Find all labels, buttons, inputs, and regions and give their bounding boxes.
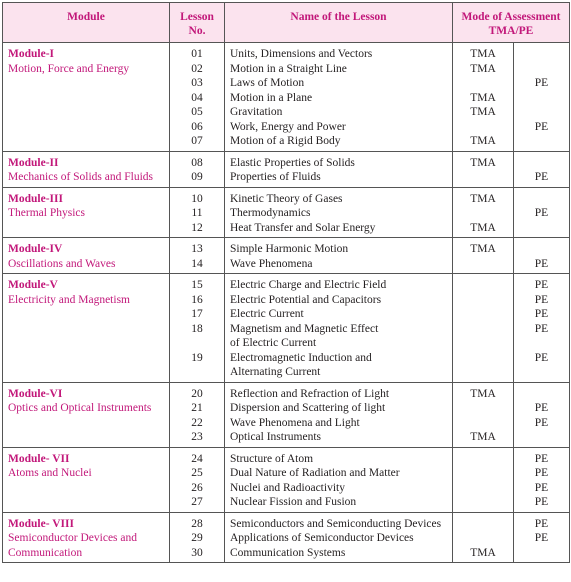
lesson-number: 12 [191,221,203,234]
module-cell [3,187,170,238]
lesson-name: Applications of Semiconductor Devices [230,532,414,544]
header-row [3,3,570,43]
lesson-number: 09 [191,171,203,183]
module-cell [3,382,170,447]
pe-mark [514,387,569,402]
lesson-name: of Electric Current [230,337,317,349]
lesson-name: Motion in a Plane [230,91,313,104]
lesson-number: 27 [191,496,203,508]
lesson-number: 15 [191,279,203,291]
lesson-number: 28 [191,517,203,530]
lesson-number: 04 [191,91,203,104]
module-subtitle: Optics and Optical Instruments [8,402,152,414]
pe-mark: PE [534,279,549,291]
module-cell [3,151,170,187]
module-title: Module-II [8,156,59,169]
tma-mark [453,365,513,380]
pe-mark: PE [534,467,549,479]
lesson-number: 23 [191,431,203,443]
module-cell [3,512,170,563]
pe-mark: PE [534,351,549,364]
pe-cell [514,187,570,238]
header-assessment: Mode of Assessment TMA/PE [453,3,570,43]
module-title: Module- VII [8,452,70,465]
lesson-name-cell [225,447,453,512]
module-subtitle: Oscillations and Waves [8,257,116,270]
module-row [3,43,570,152]
lesson-number: 19 [191,351,203,364]
pe-mark: PE [534,496,549,508]
lesson-name: Motion of a Rigid Body [230,135,341,147]
header-lesson-name: Name of the Lesson [225,3,453,43]
lesson-name-cell [225,238,453,274]
lesson-name: Communication Systems [230,546,346,559]
pe-mark [514,221,569,236]
lesson-number: 10 [191,192,203,205]
lesson-number-cell [170,512,225,563]
module-row [3,151,570,187]
lesson-number: 14 [191,257,203,270]
lesson-name: Alternating Current [230,366,321,378]
pe-cell [514,43,570,152]
tma-mark [453,76,513,91]
lesson-name: Nuclei and Radioactivity [230,481,345,494]
tma-cell [453,512,514,563]
lesson-number-cell [170,187,225,238]
module-title: Module-I [8,48,54,60]
tma-cell [453,43,514,152]
tma-mark: TMA [470,546,496,559]
lesson-number-cell [170,382,225,447]
tma-mark [453,120,513,135]
lesson-name: Magnetism and Magnetic Effect [230,322,379,335]
module-row [3,238,570,274]
tma-mark: TMA [470,431,496,443]
pe-mark: PE [534,207,549,219]
tma-mark [453,452,513,467]
module-subtitle: Mechanics of Solids and Fluids [8,171,154,183]
tma-mark [453,481,513,496]
module-row [3,382,570,447]
pe-mark [514,47,569,62]
lesson-number: 01 [191,48,203,60]
lesson-name: Work, Energy and Power [230,120,346,133]
lesson-name: Thermodynamics [230,207,311,219]
module-title: Module- VIII [8,517,74,530]
lesson-number [170,336,224,351]
lesson-name: Semiconductors and Semiconducting Devices [230,517,442,530]
module-subtitle: Atoms and Nuclei [8,467,92,479]
pe-mark: PE [534,481,549,494]
lesson-name: Dual Nature of Radiation and Matter [230,467,400,479]
lesson-number: 30 [191,546,203,559]
lesson-name: Wave Phenomena [230,257,313,270]
lesson-name: Wave Phenomena and Light [230,416,360,429]
tma-mark: TMA [470,387,496,400]
pe-mark [514,62,569,77]
pe-mark [514,546,569,561]
module-title: Module-VI [8,387,63,400]
syllabus-table [2,2,570,563]
tma-mark: TMA [470,135,496,147]
module-row [3,512,570,563]
lesson-number-cell [170,274,225,383]
module-subtitle: Thermal Physics [8,207,85,219]
module-row [3,447,570,512]
pe-cell [514,382,570,447]
lesson-number: 03 [191,77,203,89]
lesson-name: Gravitation [230,106,283,118]
lesson-name: Motion in a Straight Line [230,62,347,75]
lesson-number: 29 [191,532,203,544]
tma-mark [453,401,513,416]
lesson-number: 20 [191,387,203,400]
module-cell [3,238,170,274]
lesson-number-cell [170,238,225,274]
lesson-number: 24 [191,452,203,465]
pe-mark [514,336,569,351]
lesson-number: 21 [191,402,203,414]
lesson-name: Units, Dimensions and Vectors [230,48,373,60]
lesson-name: Simple Harmonic Motion [230,243,349,255]
lesson-name: Electric Charge and Electric Field [230,279,387,291]
tma-mark [453,278,513,293]
lesson-name: Nuclear Fission and Fusion [230,496,357,508]
tma-mark [453,495,513,510]
lesson-number-cell [170,151,225,187]
lesson-number: 11 [191,207,203,219]
tma-mark: TMA [470,91,496,104]
pe-mark [514,156,569,171]
pe-cell [514,274,570,383]
pe-mark [514,192,569,207]
lesson-number: 08 [191,156,203,169]
lesson-name-cell [225,43,453,152]
tma-mark [453,307,513,322]
pe-cell [514,238,570,274]
pe-mark [514,365,569,380]
lesson-name: Electromagnetic Induction and [230,351,372,364]
lesson-name-cell [225,151,453,187]
lesson-number: 18 [191,322,203,335]
header-module: Module [3,3,170,43]
tma-mark: TMA [470,192,496,205]
pe-cell [514,512,570,563]
table-body [3,43,570,563]
module-cell [3,43,170,152]
module-title: Module-III [8,192,63,205]
lesson-name: Electric Potential and Capacitors [230,293,382,306]
pe-mark: PE [534,308,549,320]
lesson-number: 06 [191,120,203,133]
lesson-name: Properties of Fluids [230,171,321,183]
module-row [3,274,570,383]
lesson-number-cell [170,43,225,152]
pe-mark: PE [534,171,549,183]
tma-mark [453,336,513,351]
pe-cell [514,151,570,187]
lesson-number-cell [170,447,225,512]
pe-mark [514,91,569,106]
lesson-name: Laws of Motion [230,77,305,89]
tma-mark [453,206,513,221]
module-row [3,187,570,238]
module-title: Module-IV [8,243,63,255]
tma-mark: TMA [470,243,496,255]
tma-mark: TMA [470,106,496,118]
pe-mark: PE [534,402,549,414]
module-cell [3,274,170,383]
pe-cell [514,447,570,512]
tma-cell [453,238,514,274]
lesson-number: 25 [191,467,203,479]
lesson-number: 13 [191,243,203,255]
pe-mark [514,105,569,120]
pe-mark: PE [534,120,549,133]
lesson-number [170,365,224,380]
tma-mark: TMA [470,156,496,169]
pe-mark [514,430,569,445]
lesson-name-cell [225,512,453,563]
pe-mark: PE [534,293,549,306]
lesson-name-cell [225,187,453,238]
tma-mark: TMA [470,62,496,75]
lesson-number: 07 [191,135,203,147]
tma-cell [453,447,514,512]
lesson-name: Electric Current [230,308,304,320]
tma-mark: TMA [470,48,496,60]
pe-mark: PE [534,322,549,335]
pe-mark: PE [534,257,549,270]
pe-mark [514,242,569,257]
lesson-number: 26 [191,481,203,494]
lesson-number: 02 [191,62,203,75]
lesson-number: 05 [191,106,203,118]
tma-mark [453,416,513,431]
tma-mark: TMA [470,221,496,234]
lesson-number: 16 [191,293,203,306]
lesson-name-cell [225,382,453,447]
module-cell [3,447,170,512]
module-title: Module-V [8,279,58,291]
tma-mark [453,531,513,546]
tma-cell [453,382,514,447]
module-subtitle: Motion, Force and Energy [8,62,130,75]
lesson-name: Heat Transfer and Solar Energy [230,221,376,234]
lesson-name: Optical Instruments [230,431,322,443]
lesson-name: Kinetic Theory of Gases [230,192,343,205]
lesson-number: 22 [191,416,203,429]
lesson-name: Reflection and Refraction of Light [230,387,390,400]
tma-mark [453,257,513,272]
tma-cell [453,151,514,187]
tma-mark [453,351,513,366]
tma-mark [453,322,513,337]
module-subtitle: Semiconductor Devices and Communication [8,532,138,559]
lesson-name: Elastic Properties of Solids [230,156,355,169]
tma-mark [453,517,513,532]
pe-mark: PE [534,517,549,530]
pe-mark: PE [534,416,549,429]
module-subtitle: Electricity and Magnetism [8,293,130,306]
lesson-number: 17 [191,308,203,320]
tma-cell [453,274,514,383]
lesson-name: Dispersion and Scattering of light [230,402,386,414]
lesson-name-cell [225,274,453,383]
pe-mark: PE [534,452,549,465]
pe-mark: PE [534,532,549,544]
header-lesson-no: Lesson No. [170,3,225,43]
tma-mark [453,466,513,481]
tma-mark [453,170,513,185]
pe-mark [514,134,569,149]
pe-mark: PE [534,77,549,89]
tma-mark [453,293,513,308]
lesson-name: Structure of Atom [230,452,314,465]
tma-cell [453,187,514,238]
